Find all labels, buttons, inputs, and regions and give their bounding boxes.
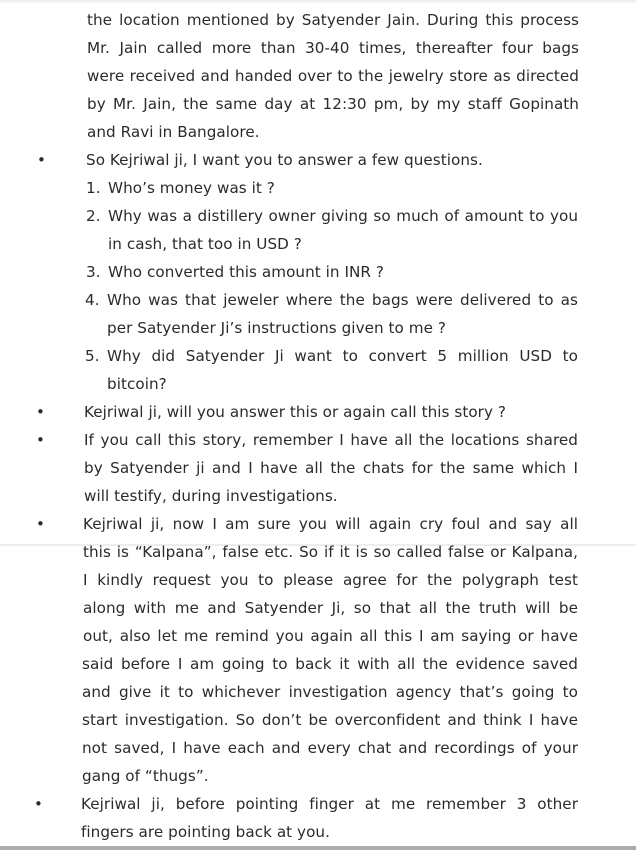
text-line: in cash, that too in USD ? — [108, 235, 302, 253]
text-line: gang of “thugs”. — [82, 767, 209, 785]
bullet-item — [0, 398, 636, 426]
text-line: Why was a distillery owner giving so much of amount to you — [108, 207, 578, 225]
text-line: Kejriwal ji, before pointing finger at me remember 3 other — [81, 795, 578, 813]
text-line: will testify, during investigations. — [84, 487, 338, 505]
text-line: Who’s money was it ? — [108, 179, 275, 197]
text-line: Kejriwal ji, will you answer this or again call this story ? — [84, 403, 506, 421]
page-bottom-edge — [0, 846, 636, 850]
bullet-icon: • — [37, 151, 46, 169]
text-line: Kejriwal ji, now I am sure you will again cry foul and say all — [83, 515, 578, 533]
questions-list — [0, 174, 636, 398]
bullet-item — [0, 426, 636, 510]
text-line: Who was that jeweler where the bags were delivered to as — [107, 291, 578, 309]
text-line: I kindly request you to please agree for the polygraph test — [83, 571, 578, 589]
text-line: Who converted this amount in INR ? — [108, 263, 384, 281]
text-line: said before I am going to back it with all the evidence saved — [82, 655, 578, 673]
text-line: Mr. Jain called more than 30-40 times, thereafter four bags — [87, 39, 579, 57]
text-line: and give it to whichever investigation agency that’s going to — [82, 683, 578, 701]
bullet-icon: • — [34, 795, 43, 813]
page-top-shadow — [0, 0, 636, 4]
question-item — [0, 286, 636, 314]
bullet-item — [0, 146, 636, 398]
question-number: 1. — [86, 179, 101, 197]
text-line: out, also let me remind you again all this I am saying or have — [83, 627, 578, 645]
text-line: fingers are pointing back at you. — [81, 823, 330, 841]
question-item — [0, 258, 636, 286]
text-line: by Mr. Jain, the same day at 12:30 pm, by my staff Gopinath — [87, 95, 579, 113]
question-item — [0, 202, 636, 230]
text-line: were received and handed over to the jewelry store as directed — [87, 67, 579, 85]
bullet-icon: • — [36, 403, 45, 421]
question-number: 2. — [86, 207, 101, 225]
question-number: 3. — [86, 263, 101, 281]
text-line: by Satyender ji and I have all the chats for the same which I — [84, 459, 578, 477]
text-line: and Ravi in Bangalore. — [87, 123, 260, 141]
intro-paragraph — [0, 6, 636, 146]
text-line: per Satyender Ji’s instructions given to me ? — [107, 319, 446, 337]
question-number: 4. — [85, 291, 100, 309]
text-line: not saved, I have each and every chat and recordings of your — [82, 739, 578, 757]
document-body — [0, 6, 636, 846]
text-line: start investigation. So don’t be overconfident and think I have — [82, 711, 578, 729]
bullet-item — [0, 790, 636, 846]
text-line: along with me and Satyender Ji, so that all the truth will be — [83, 599, 578, 617]
text-line: this is “Kalpana”, false etc. So if it is so called false or Kalpana, — [83, 543, 578, 561]
text-line: the location mentioned by Satyender Jain. During this process — [87, 11, 579, 29]
question-item — [0, 342, 636, 370]
text-line: Why did Satyender Ji want to convert 5 million USD to — [107, 347, 578, 365]
text-line: bitcoin? — [107, 375, 167, 393]
question-number: 5. — [85, 347, 100, 365]
text-line: If you call this story, remember I have all the locations shared — [84, 431, 578, 449]
bullet-icon: • — [36, 515, 45, 533]
question-item — [0, 174, 636, 202]
bullet-icon: • — [36, 431, 45, 449]
bullet-item — [0, 510, 636, 790]
text-line: So Kejriwal ji, I want you to answer a few questions. — [86, 151, 483, 169]
